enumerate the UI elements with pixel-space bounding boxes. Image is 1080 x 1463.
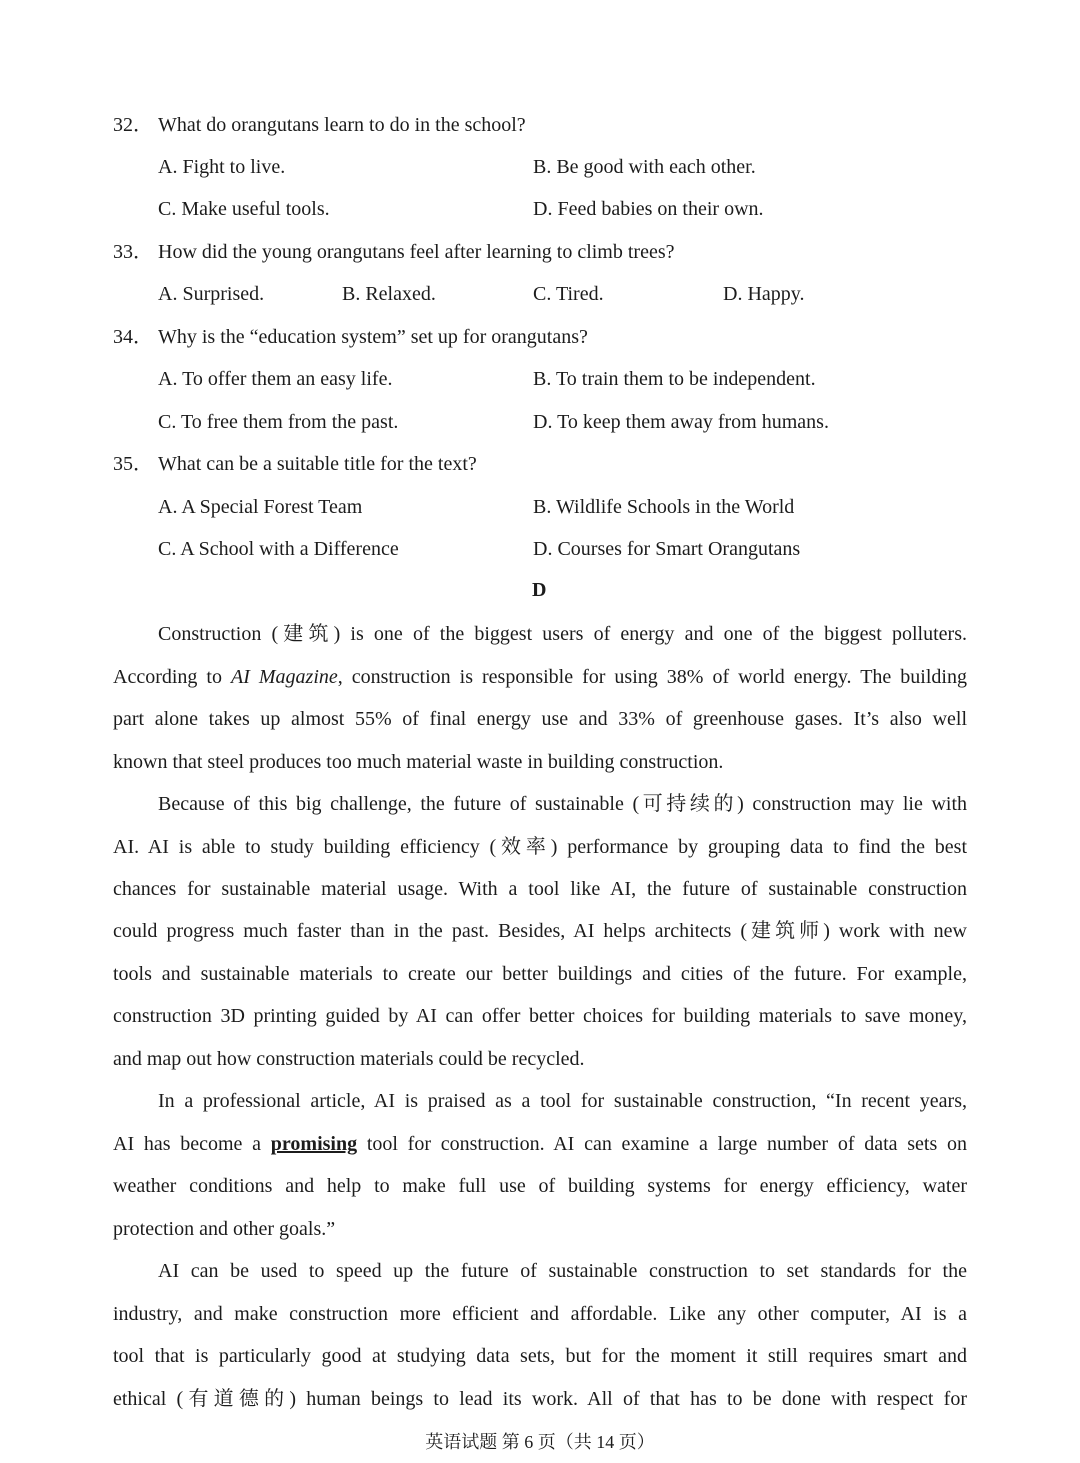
passage-p2-line-1: Because of this big challenge, the future of sustainable (可持续的) construction may lie with xyxy=(158,793,967,815)
passage-p3-line-4: protection and other goals.” xyxy=(113,1218,336,1240)
passage-p3-line-1: In a professional article, AI is praised as a tool for sustainable construction, “In recent years, xyxy=(158,1090,967,1112)
passage-p1-line-3: part alone takes up almost 55% of final energy use and 33% of greenhouse gases. It’s also well xyxy=(113,708,967,730)
passage-p1-line-2b: , construction is responsible for using 38% of world energy. The building xyxy=(337,666,967,688)
passage-p3-line-2 xyxy=(113,1131,967,1157)
question-32-option-b: B. Be good with each other. xyxy=(533,156,756,178)
question-33-number: 33． xyxy=(113,241,153,263)
question-32-option-a: A. Fight to live. xyxy=(158,156,286,178)
page-footer: 英语试题 第 6 页（共 14 页） xyxy=(425,1432,655,1452)
underlined-word-promising: promising xyxy=(270,1133,358,1155)
question-35-option-a: A. A Special Forest Team xyxy=(158,496,363,518)
question-33-text: How did the young orangutans feel after learning to climb trees? xyxy=(158,241,675,263)
passage-p2-line-7: and map out how construction materials could be recycled. xyxy=(113,1048,585,1070)
question-33-option-d: D. Happy. xyxy=(723,283,805,305)
question-35-option-b: B. Wildlife Schools in the World xyxy=(533,496,795,518)
passage-p2-line-3: chances for sustainable material usage. With a tool like AI, the future of sustainable construction xyxy=(113,878,967,900)
passage-p3-line-2b: tool for construction. AI can examine a large number of data sets on xyxy=(357,1133,967,1155)
question-34-option-c: C. To free them from the past. xyxy=(158,411,399,433)
passage-p1-line-1: Construction (建筑) is one of the biggest users of energy and one of the biggest polluters. xyxy=(158,623,967,645)
passage-p4-line-1: AI can be used to speed up the future of sustainable construction to set standards for the xyxy=(158,1260,967,1282)
question-35-option-c: C. A School with a Difference xyxy=(158,538,399,560)
question-33-option-c: C. Tired. xyxy=(533,283,604,305)
section-heading: D xyxy=(532,579,547,601)
question-34-number: 34． xyxy=(113,326,153,348)
passage-p3-line-2a: AI has become a xyxy=(113,1133,271,1155)
question-34-option-b: B. To train them to be independent. xyxy=(533,368,816,390)
passage-p2-line-2: AI. AI is able to study building efficiency (效率) performance by grouping data to find the best xyxy=(113,836,967,858)
question-34-option-a: A. To offer them an easy life. xyxy=(158,368,393,390)
passage-p4-line-2: industry, and make construction more efficient and affordable. Like any other computer, AI is a xyxy=(113,1303,967,1325)
question-33-option-b: B. Relaxed. xyxy=(342,283,436,305)
passage-p3-line-3: weather conditions and help to make full use of building systems for energy efficiency, water xyxy=(113,1175,967,1197)
question-32-option-d: D. Feed babies on their own. xyxy=(533,198,764,220)
question-34-text: Why is the “education system” set up for orangutans? xyxy=(158,326,588,348)
question-32-number: 32． xyxy=(113,114,153,136)
passage-p4-line-4: ethical (有道德的) human beings to lead its work. All of that has to be done with respect for xyxy=(113,1388,967,1410)
question-35-text: What can be a suitable title for the text? xyxy=(158,453,477,475)
passage-p2-line-5: tools and sustainable materials to create our better buildings and cities of the future. For example, xyxy=(113,963,967,985)
passage-p1-line-4: known that steel produces too much material waste in building construction. xyxy=(113,751,724,773)
question-33-option-a: A. Surprised. xyxy=(158,283,265,305)
question-35-option-d: D. Courses for Smart Orangutans xyxy=(533,538,801,560)
passage-p1-line-2 xyxy=(113,664,967,690)
question-35-number: 35． xyxy=(113,453,153,475)
passage-p4-line-3: tool that is particularly good at studying data sets, but for the moment it still requires smart and xyxy=(113,1345,967,1367)
question-32-option-c: C. Make useful tools. xyxy=(158,198,330,220)
question-32-text: What do orangutans learn to do in the school? xyxy=(158,114,526,136)
passage-p2-line-6: construction 3D printing guided by AI can offer better choices for building materials to save money, xyxy=(113,1005,967,1027)
passage-p2-line-4: could progress much faster than in the past. Besides, AI helps architects (建筑师) work with new xyxy=(113,920,967,942)
passage-p1-line-2a: According to xyxy=(113,666,231,688)
magazine-title: AI Magazine xyxy=(231,666,338,688)
question-34-option-d: D. To keep them away from humans. xyxy=(533,411,829,433)
